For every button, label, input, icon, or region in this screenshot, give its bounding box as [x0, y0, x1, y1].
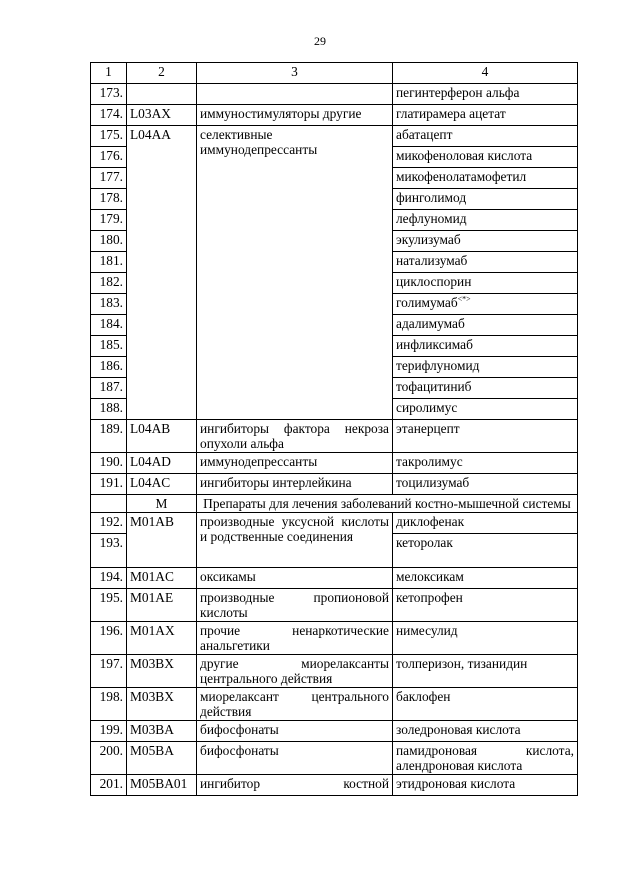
- category: другие миорелаксанты центрального действия: [197, 655, 393, 688]
- category: иммуностимуляторы другие: [197, 105, 393, 126]
- atc-code: L04AA: [127, 126, 197, 420]
- row-number: 182.: [91, 273, 127, 294]
- drug-name: [393, 252, 578, 273]
- atc-code: M01AC: [127, 568, 197, 589]
- category: производные уксусной кислоты и родственные соединения: [197, 513, 393, 568]
- section-title: Препараты для лечения заболеваний костно-мышечной системы: [197, 495, 578, 513]
- drug-name-text: экулизумаб: [396, 232, 461, 247]
- category: ингибиторы фактора некроза опухоли альфа: [197, 420, 393, 453]
- drug-name-text: тофацитиниб: [396, 379, 472, 394]
- category: бифосфонаты: [197, 742, 393, 775]
- atc-code: M03BX: [127, 655, 197, 688]
- drug-name: этидроновая кислота: [393, 775, 578, 796]
- row-number: 180.: [91, 231, 127, 252]
- table-row: [91, 742, 578, 775]
- row-number: 179.: [91, 210, 127, 231]
- row-number: 197.: [91, 655, 127, 688]
- atc-code: M01AB: [127, 513, 197, 568]
- row-number: 199.: [91, 721, 127, 742]
- drug-name: абатацепт: [393, 126, 578, 147]
- category: оксикамы: [197, 568, 393, 589]
- table-row: [91, 688, 578, 721]
- table-row: [91, 589, 578, 622]
- row-number: 200.: [91, 742, 127, 775]
- drug-name: баклофен: [393, 688, 578, 721]
- drug-table: [90, 62, 578, 796]
- category: ингибиторы интерлейкина: [197, 474, 393, 495]
- category: миорелаксант центрального действия: [197, 688, 393, 721]
- table-row: [91, 568, 578, 589]
- drug-name-text: лефлуномид: [396, 211, 467, 226]
- section-row: [91, 495, 578, 513]
- row-number: 186.: [91, 357, 127, 378]
- category: бифосфонаты: [197, 721, 393, 742]
- row-number: 189.: [91, 420, 127, 453]
- drug-name: [393, 315, 578, 336]
- drug-name-text: инфликсимаб: [396, 337, 473, 352]
- drug-name: [393, 378, 578, 399]
- row-number: 194.: [91, 568, 127, 589]
- drug-name-text: микофенолатамофетил: [396, 169, 527, 184]
- atc-code: M01AE: [127, 589, 197, 622]
- row-number: 195.: [91, 589, 127, 622]
- drug-name-text: голимумаб: [396, 295, 458, 310]
- drug-name-text: терифлуномид: [396, 358, 480, 373]
- row-number: 173.: [91, 84, 127, 105]
- atc-code: L04AC: [127, 474, 197, 495]
- drug-name: этанерцепт: [393, 420, 578, 453]
- drug-name-text: адалимумаб: [396, 316, 465, 331]
- drug-name: [393, 294, 578, 315]
- table-row: [91, 105, 578, 126]
- table-row: [91, 655, 578, 688]
- section-code: M: [127, 495, 197, 513]
- drug-name-text: микофеноловая кислота: [396, 148, 533, 163]
- table-row: [91, 126, 578, 147]
- atc-code: L04AB: [127, 420, 197, 453]
- drug-name: толперизон, тизанидин: [393, 655, 578, 688]
- atc-code: M05BA01: [127, 775, 197, 796]
- row-number: 190.: [91, 453, 127, 474]
- header-col-3: 3: [197, 63, 393, 84]
- category: производные пропионовой кислоты: [197, 589, 393, 622]
- drug-name: [393, 336, 578, 357]
- header-col-1: 1: [91, 63, 127, 84]
- drug-name: памидроновая кислота, алендроновая кислота: [393, 742, 578, 775]
- drug-name: [393, 147, 578, 168]
- drug-name: кеторолак: [393, 534, 578, 568]
- table-row: [91, 84, 578, 105]
- drug-name: [393, 168, 578, 189]
- drug-name-text: циклоспорин: [396, 274, 472, 289]
- drug-name: такролимус: [393, 453, 578, 474]
- row-number: [91, 495, 127, 513]
- drug-name: [393, 189, 578, 210]
- table-header-row: [91, 63, 578, 84]
- drug-name-text: сиролимус: [396, 400, 458, 415]
- drug-name: [393, 231, 578, 252]
- atc-code: L03AX: [127, 105, 197, 126]
- category: [197, 84, 393, 105]
- drug-name: [393, 357, 578, 378]
- drug-name: нимесулид: [393, 622, 578, 655]
- row-number: 181.: [91, 252, 127, 273]
- atc-code: M01AX: [127, 622, 197, 655]
- row-number: 196.: [91, 622, 127, 655]
- drug-name: глатирамера ацетат: [393, 105, 578, 126]
- page-number: 29: [314, 34, 326, 48]
- row-number: 174.: [91, 105, 127, 126]
- category: ингибитор костной: [197, 775, 393, 796]
- atc-code: M05BA: [127, 742, 197, 775]
- table-row: [91, 453, 578, 474]
- table-row: [91, 474, 578, 495]
- drug-name: кетопрофен: [393, 589, 578, 622]
- category: прочие ненаркотические анальгетики: [197, 622, 393, 655]
- row-number: 175.: [91, 126, 127, 147]
- category: селективные иммунодепрессанты: [197, 126, 393, 420]
- row-number: 183.: [91, 294, 127, 315]
- row-number: 198.: [91, 688, 127, 721]
- category: иммунодепрессанты: [197, 453, 393, 474]
- row-number: 192.: [91, 513, 127, 534]
- row-number: 178.: [91, 189, 127, 210]
- drug-name: [393, 399, 578, 420]
- atc-code: L04AD: [127, 453, 197, 474]
- drug-name: тоцилизумаб: [393, 474, 578, 495]
- row-number: 184.: [91, 315, 127, 336]
- drug-name-text: финголимод: [396, 190, 467, 205]
- header-col-2: 2: [127, 63, 197, 84]
- table-row: [91, 420, 578, 453]
- row-number: 177.: [91, 168, 127, 189]
- atc-code: M03BA: [127, 721, 197, 742]
- row-number: 188.: [91, 399, 127, 420]
- row-number: 176.: [91, 147, 127, 168]
- atc-code: [127, 84, 197, 105]
- drug-name-text: натализумаб: [396, 253, 468, 268]
- atc-code: M03BX: [127, 688, 197, 721]
- drug-name: пегинтерферон альфа: [393, 84, 578, 105]
- header-col-4: 4: [393, 63, 578, 84]
- row-number: 201.: [91, 775, 127, 796]
- row-number: 193.: [91, 534, 127, 568]
- drug-name: диклофенак: [393, 513, 578, 534]
- drug-name: [393, 210, 578, 231]
- row-number: 187.: [91, 378, 127, 399]
- footnote-mark: <*>: [457, 294, 471, 304]
- table-row: [91, 622, 578, 655]
- drug-name: золедроновая кислота: [393, 721, 578, 742]
- row-number: 185.: [91, 336, 127, 357]
- row-number: 191.: [91, 474, 127, 495]
- drug-name: [393, 273, 578, 294]
- table-row: [91, 775, 578, 796]
- drug-name: мелоксикам: [393, 568, 578, 589]
- table-row: [91, 513, 578, 534]
- table-row: [91, 721, 578, 742]
